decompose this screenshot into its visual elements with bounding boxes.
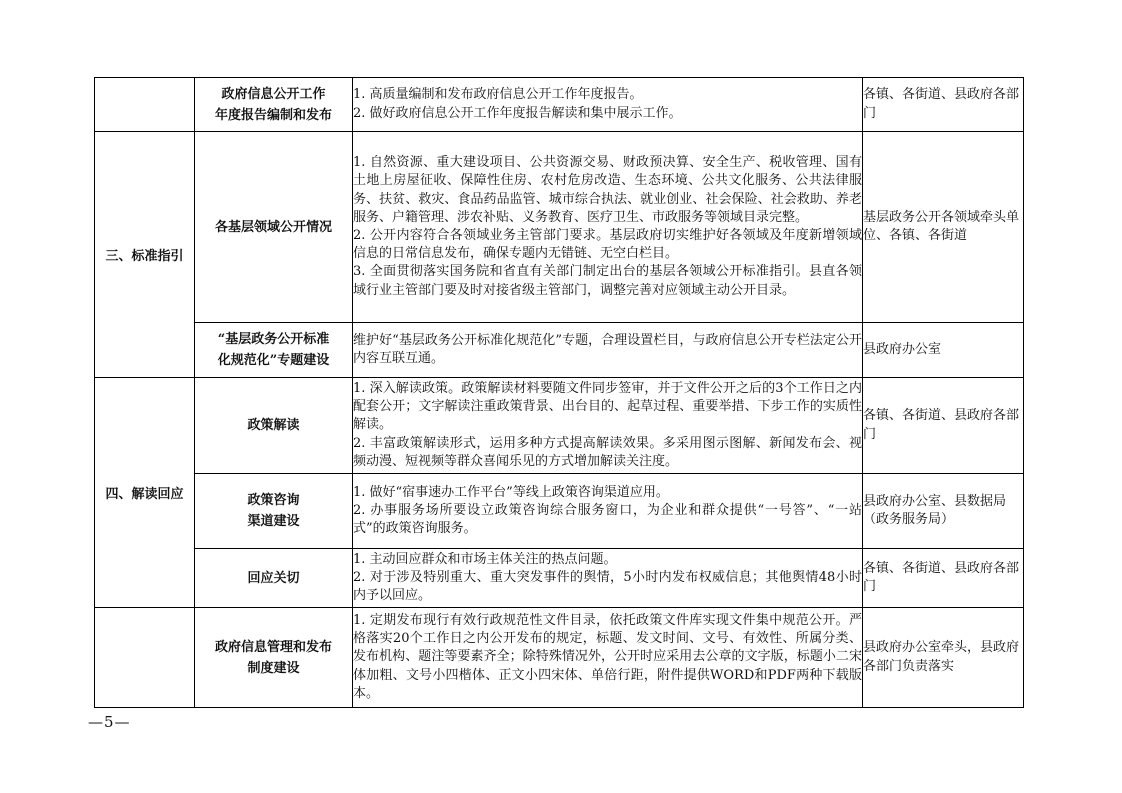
item-cell: 各基层领域公开情况 xyxy=(195,132,353,323)
resp-cell: 各镇、各街道、县政府各部门 xyxy=(863,378,1024,474)
table-row xyxy=(95,549,1024,608)
resp-cell: 县政府办公室、县数据局（政务服务局） xyxy=(863,474,1024,549)
desc-cell: 1. 深入解读政策。政策解读材料要随文件同步签审，并于文件公开之后的3个工作日之内配套公开；文字解读注重政策背景、出台目的、起草过程、重要举措、下步工作的实质性解读。 2. 丰富政策解读形式，运用多种方式提高解读效果。多采用图示图解、新闻发布会、视频动漫、短视频等群众喜闻乐见的方式增加解读关注度。 xyxy=(353,378,863,474)
desc-cell: 1. 做好“宿事速办工作平台”等线上政策咨询渠道应用。 2. 办事服务场所要设立政策咨询综合服务窗口，为企业和群众提供“一号答”、“一站式”的政策咨询服务。 xyxy=(353,474,863,549)
table-row xyxy=(95,132,1024,323)
table-row xyxy=(95,378,1024,474)
category-cell: 三、标准指引 xyxy=(95,132,195,378)
item-cell: 政策解读 xyxy=(195,378,353,474)
table-row xyxy=(95,608,1024,708)
table-row xyxy=(95,323,1024,378)
page-number: —5— xyxy=(88,713,131,731)
desc-cell: 1. 高质量编制和发布政府信息公开工作年度报告。 2. 做好政府信息公开工作年度报告解读和集中展示工作。 xyxy=(353,78,863,132)
table-row xyxy=(95,474,1024,549)
item-cell: 回应关切 xyxy=(195,549,353,608)
resp-cell: 县政府办公室 xyxy=(863,323,1024,378)
table-row xyxy=(95,78,1024,132)
resp-cell: 县政府办公室牵头，县政府各部门负责落实 xyxy=(863,608,1024,708)
resp-cell: 各镇、各街道、县政府各部门 xyxy=(863,78,1024,132)
desc-cell: 1. 主动回应群众和市场主体关注的热点问题。 2. 对于涉及特别重大、重大突发事件的舆情，5小时内发布权威信息；其他舆情48小时内予以回应。 xyxy=(353,549,863,608)
category-cell: 四、解读回应 xyxy=(95,378,195,608)
desc-cell: 维护好“基层政务公开标准化规范化”专题，合理设置栏目，与政府信息公开专栏法定公开内容互联互通。 xyxy=(353,323,863,378)
work-table xyxy=(94,77,1024,708)
category-cell-empty xyxy=(95,608,195,708)
desc-cell: 1. 自然资源、重大建设项目、公共资源交易、财政预决算、安全生产、税收管理、国有土地上房屋征收、保障性住房、农村危房改造、生态环境、公共文化服务、公共法律服务、扶贫、救灾、食品药品监管、城市综合执法、就业创业、社会保险、社会救助、养老服务、户籍管理、涉农补贴、义务教育、医疗卫生、市政服务等领域目录完整。 2. 公开内容符合各领域业务主管部门要求。基层政府切实维护好各领域及年度新增领域信息的日常信息发布，确保专题内无错链、无空白栏目。 3. 全面贯彻落实国务院和省直有关部门制定出台的基层各领域公开标准指引。县直各领域行业主管部门要及时对接省级主管部门，调整完善对应领域主动公开目录。 xyxy=(353,132,863,323)
category-cell-empty xyxy=(95,78,195,132)
item-cell: 政府信息公开工作 年度报告编制和发布 xyxy=(195,78,353,132)
resp-cell: 基层政务公开各领域牵头单位、各镇、各街道 xyxy=(863,132,1024,323)
desc-cell: 1. 定期发布现行有效行政规范性文件目录，依托政策文件库实现文件集中规范公开。严格落实20个工作日之内公开发布的规定，标题、发文时间、文号、有效性、所属分类、发布机构、题注等要素齐全；除特殊情况外，公开时应采用去公章的文字版，标题小二宋体加粗、文号小四楷体、正文小四宋体、单倍行距，附件提供WORD和PDF两种下载版本。 xyxy=(353,608,863,708)
item-cell: 政策咨询 渠道建设 xyxy=(195,474,353,549)
item-cell: “基层政务公开标准 化规范化”专题建设 xyxy=(195,323,353,378)
resp-cell: 各镇、各街道、县政府各部门 xyxy=(863,549,1024,608)
item-cell: 政府信息管理和发布 制度建设 xyxy=(195,608,353,708)
